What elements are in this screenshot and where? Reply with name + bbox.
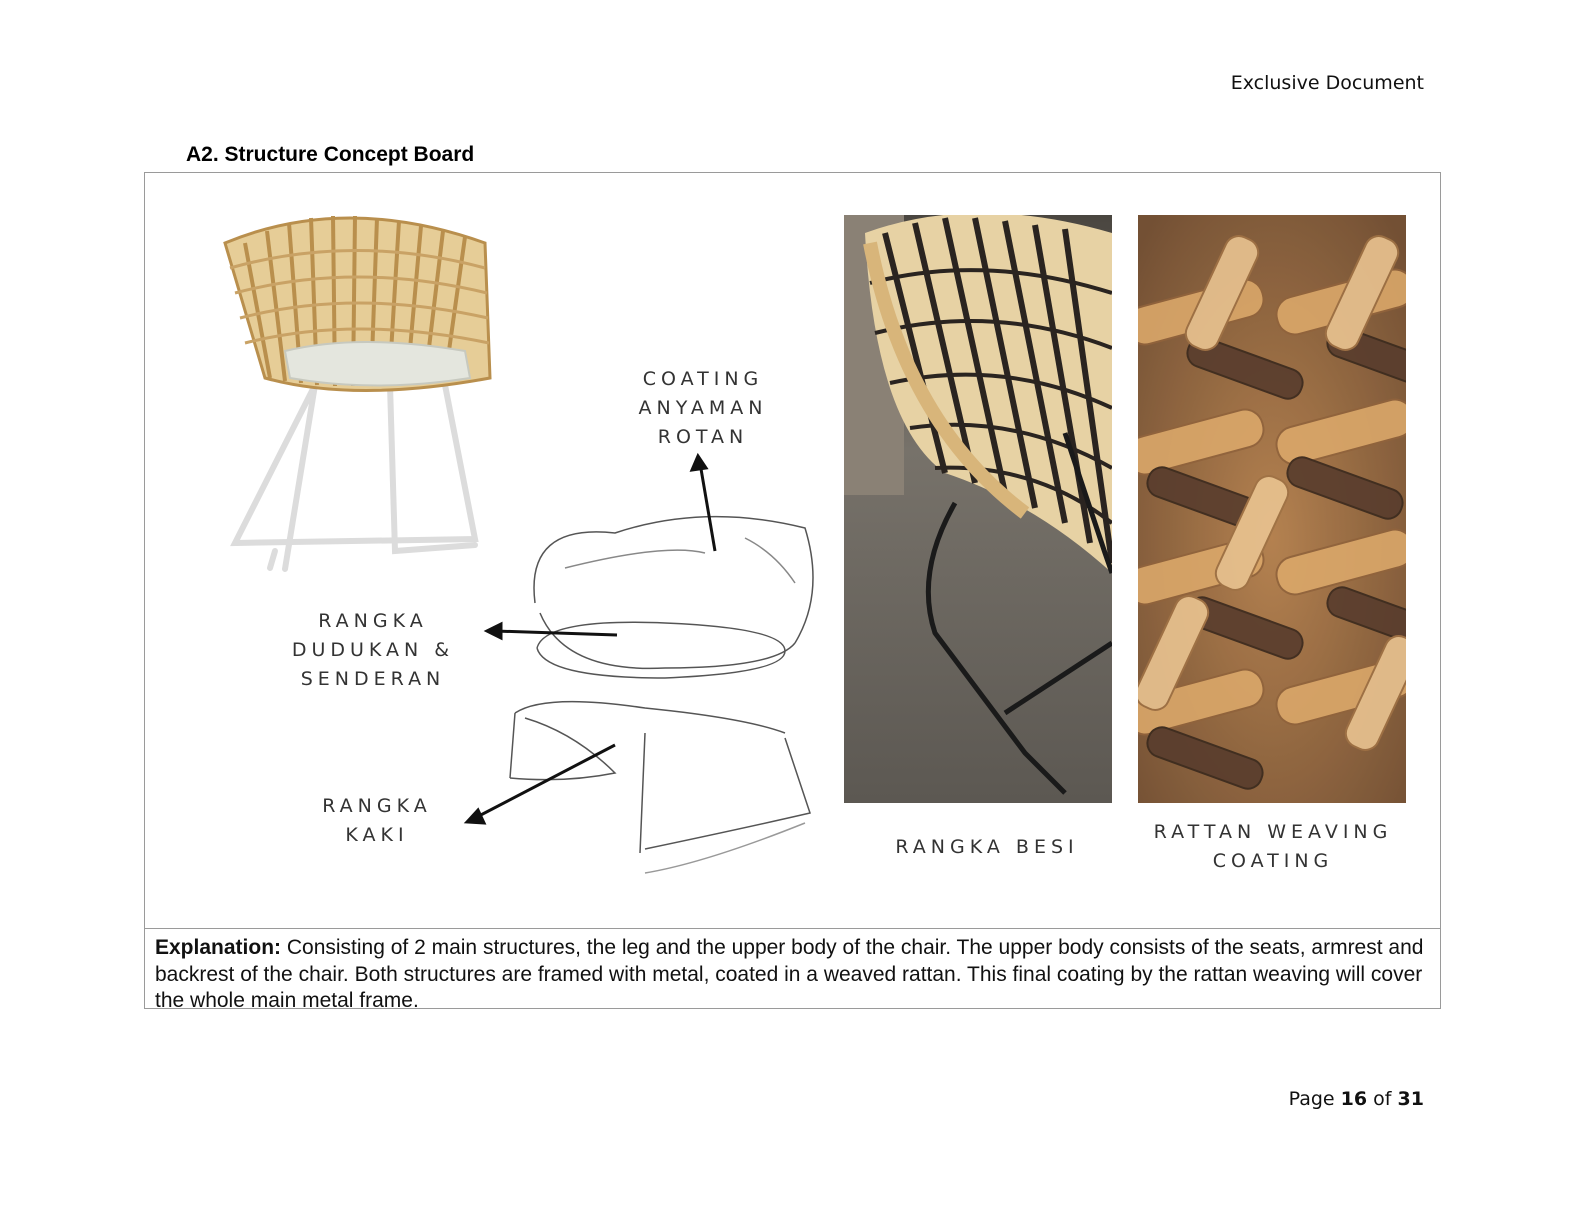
label-coating-anyaman-rotan: COATING ANYAMAN ROTAN <box>638 368 768 448</box>
metal-frame-photo <box>844 213 1112 803</box>
explanation-label: Explanation: <box>155 936 282 959</box>
page-of-word: of <box>1373 1088 1392 1110</box>
chair-sketch <box>510 517 813 873</box>
explanation-text <box>145 928 1440 1012</box>
label-rangka-besi: RANGKA BESI <box>895 836 1079 858</box>
annotation-arrows <box>467 456 715 823</box>
section-title: A2. Structure Concept Board <box>186 143 475 166</box>
rattan-weave-photo <box>1122 215 1442 803</box>
product-chair-image <box>225 216 490 569</box>
label-rattan-weaving-coating: RATTAN WEAVING COATING <box>1153 821 1393 872</box>
concept-board <box>144 172 1441 1012</box>
label-rangka-dudukan-senderan: RANGKA DUDUKAN & SENDERAN <box>291 610 455 690</box>
page-word: Page <box>1288 1088 1335 1110</box>
page-total: 31 <box>1397 1088 1424 1110</box>
page-current: 16 <box>1340 1088 1368 1110</box>
concept-board-images <box>145 173 1442 928</box>
page-footer <box>1289 1088 1424 1110</box>
explanation-body: Consisting of 2 main structures, the leg and the upper body of the chair. The upper body consists of the seats, armrest and backrest of the chair. Both structures are framed with metal, coated in a weaved rattan. This final coating by the rattan weaving will cover the whole main metal frame. <box>155 936 1424 1012</box>
document-header: Exclusive Document <box>1230 72 1424 94</box>
label-rangka-kaki: RANGKA KAKI <box>322 795 432 846</box>
